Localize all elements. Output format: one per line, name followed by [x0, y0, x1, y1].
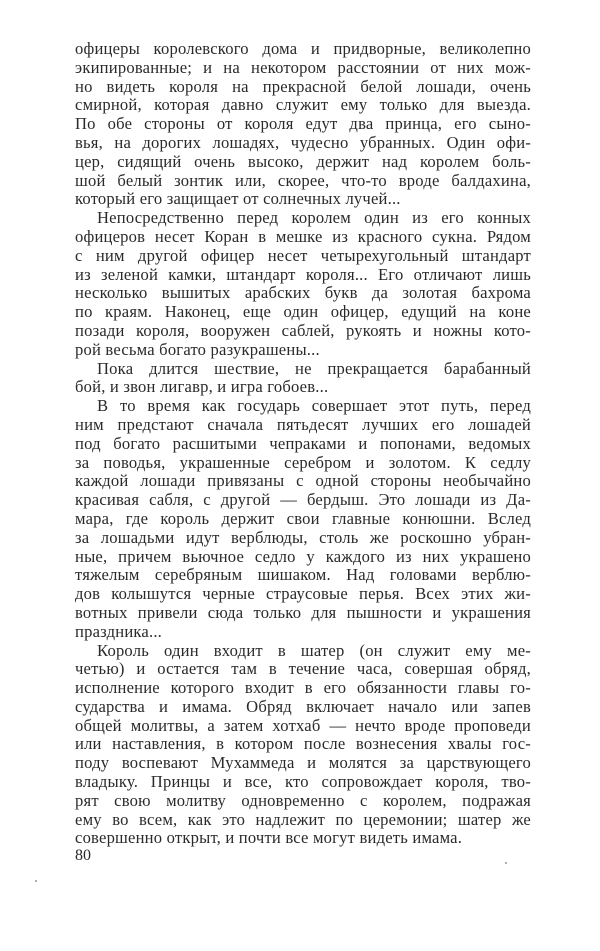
scan-speck: [35, 880, 37, 882]
text-line: вья, на дорогих лошадях, чудесно убранных. Один офи-: [75, 132, 531, 152]
text-line: под богато расшитыми чепраками и попонами, ведомых: [75, 433, 531, 453]
text-line: офицеров несет Коран в мешке из красного сукна. Рядом: [75, 226, 531, 246]
text-line: каждой лошади привязаны с одной стороны необычайно: [75, 471, 531, 491]
text-line: мара, где король держит свои главные конюшни. Вслед: [75, 508, 531, 528]
text-line: совершенно открыт, и почти все могут видеть имама.: [75, 828, 463, 848]
text-line: или наставления, в котором после вознесения хвалы гос-: [75, 734, 531, 754]
text-line: рят свою молитву одновременно с королем, подражая: [75, 790, 531, 810]
text-line: рой весьма богато разукрашены...: [75, 339, 320, 359]
text-line: тяжелым серебряным шишаком. Над головами верблю-: [75, 565, 531, 585]
text-line: за поводья, украшенные серебром и золотом. К седлу: [75, 452, 531, 472]
text-line: смирной, которая давно служит ему только для выезда.: [75, 95, 531, 115]
text-line: По обе стороны от короля едут два принца, его сыно-: [75, 114, 531, 134]
text-line: вотных привели сюда только для пышности и украшения: [75, 602, 531, 622]
text-line: праздника...: [75, 621, 163, 641]
text-line: ним предстают сначала пятьдесят лучших его лошадей: [75, 414, 531, 434]
page-text: [75, 40, 531, 848]
scan-speck: [505, 862, 507, 864]
text-line: ему во всем, как это надлежит по церемонии; шатер же: [75, 809, 531, 829]
text-line: экипированные; и на некотором расстоянии от них мож-: [75, 57, 531, 77]
text-line: Непосредственно перед королем один из его конных: [97, 208, 531, 228]
text-line: цер, сидящий очень высоко, держит над королем боль-: [75, 151, 531, 171]
text-line: сударства и имама. Обряд включает начало или запев: [75, 696, 531, 716]
text-line: шой белый зонтик или, скорее, что-то вроде балдахина,: [75, 170, 531, 190]
text-line: который его защищает от солнечных лучей...: [75, 189, 401, 209]
text-line: ные, причем вьючное седло у каждого из них украшено: [75, 546, 531, 566]
text-line: но видеть короля на прекрасной белой лошади, очень: [75, 76, 531, 96]
text-line: исполнение которого входит в его обязанности главы го-: [75, 678, 531, 698]
text-line: красивая сабля, с другой — бердыш. Это лошади из Да-: [75, 490, 531, 510]
text-line: В то время как государь совершает этот путь, перед: [97, 396, 531, 416]
text-line: бой, и звон лигавр, и игра гобоев...: [75, 377, 329, 397]
text-line: из зеленой камки, штандарт короля... Его отличают лишь: [75, 264, 531, 284]
text-line: дов колышутся черные страусовые перья. Всех этих жи-: [75, 584, 531, 604]
text-line: Король один входит в шатер (он служит ему ме-: [97, 640, 531, 660]
page-number: 80: [75, 847, 91, 864]
text-line: за лошадьми идут верблюды, столь же роскошно убран-: [75, 527, 531, 547]
text-line: четью) и остается там в течение часа, совершая обряд,: [75, 659, 531, 679]
text-line: по краям. Наконец, еще один офицер, едущий на коне: [75, 302, 531, 322]
text-line: с ним другой офицер несет четырехугольный штандарт: [75, 245, 531, 265]
text-line: владыку. Принцы и все, кто сопровождает короля, тво-: [75, 772, 531, 792]
text-line: позади короля, вооружен саблей, рукоять и ножны кото-: [75, 320, 531, 340]
text-line: Пока длится шествие, не прекращается барабанный: [97, 358, 531, 378]
text-line: поду воспевают Мухаммеда и молятся за царствующего: [75, 753, 531, 773]
text-line: общей молитвы, а затем хотхаб — нечто вроде проповеди: [75, 715, 531, 735]
text-line: офицеры королевского дома и придворные, великолепно: [75, 39, 531, 58]
text-line: несколько вышитых арабских букв да золотая бахрома: [75, 283, 531, 303]
